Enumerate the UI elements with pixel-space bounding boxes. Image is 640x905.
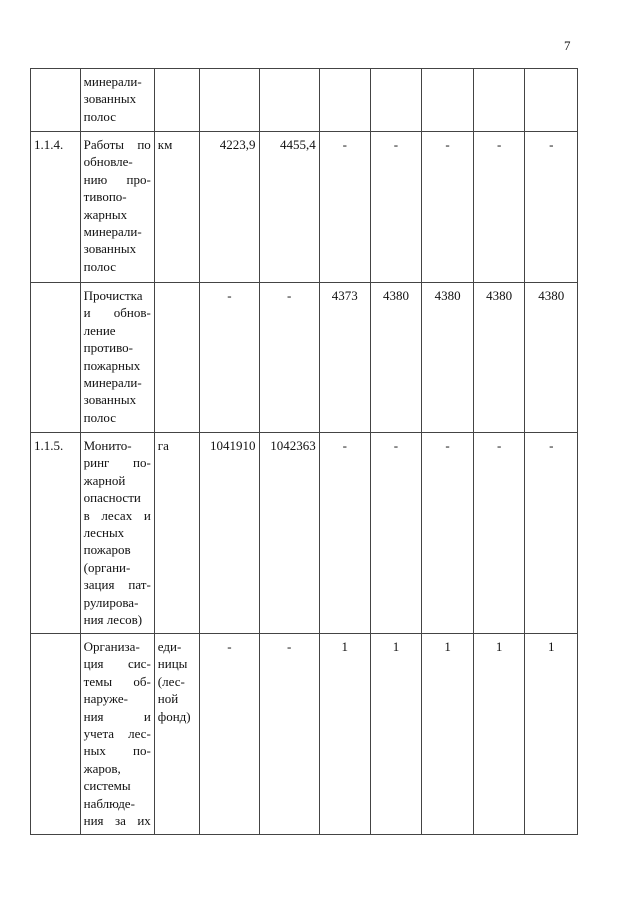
value-cell: 4380 [525, 283, 578, 433]
value-cell: 1 [422, 634, 474, 835]
unit-line: фонд) [157, 708, 191, 724]
description-line: минерали- [83, 375, 142, 391]
row-description [80, 634, 154, 835]
value-cell [525, 69, 578, 132]
value-cell: - [319, 132, 370, 283]
value-cell: 1042363 [259, 433, 319, 634]
row-code: 1.1.4. [31, 132, 81, 283]
table-row [31, 283, 640, 433]
value-cell: - [200, 283, 259, 433]
description-line: нию про- [83, 171, 151, 187]
table-row [31, 132, 640, 283]
value-cell: 1 [319, 634, 370, 835]
value-cell: - [525, 132, 578, 283]
value-cell [200, 69, 259, 132]
description-line: минерали- [83, 224, 142, 240]
row-description [80, 433, 154, 634]
description-line: системы [83, 778, 131, 794]
value-cell: - [422, 132, 474, 283]
description-line: жаров, [83, 760, 121, 776]
description-line: Организа- [83, 639, 140, 654]
row-unit [154, 69, 199, 132]
description-line: тивопо- [83, 189, 127, 205]
value-cell: - [259, 634, 319, 835]
value-cell: 4380 [422, 283, 474, 433]
row-unit [154, 283, 199, 433]
value-cell: - [319, 433, 370, 634]
description-line: учета лес- [83, 726, 151, 742]
description-line: зованных [83, 241, 137, 257]
description-line: (органи- [83, 559, 131, 575]
description-line: зация пат- [83, 577, 151, 593]
row-unit [154, 433, 199, 634]
value-cell: 4380 [370, 283, 421, 433]
description-line: полос [83, 258, 117, 274]
row-unit [154, 634, 199, 835]
description-line: и обнов- [83, 305, 151, 321]
row-description [80, 132, 154, 283]
description-line: темы об- [83, 673, 151, 689]
value-cell: - [370, 132, 421, 283]
description-line: ринг по- [83, 455, 151, 471]
description-line: зованных [83, 392, 137, 408]
page-number: 7 [564, 38, 571, 53]
unit-line: км [157, 137, 173, 152]
value-cell: 1 [474, 634, 525, 835]
description-line: опасности [83, 490, 141, 506]
description-line: жарных [83, 206, 128, 222]
description-line: лесных [83, 525, 125, 541]
description-line: ния лесов) [83, 612, 143, 628]
description-line: наблюде- [83, 795, 135, 811]
value-cell: - [525, 433, 578, 634]
value-cell: - [259, 283, 319, 433]
description-line: в лесах и [83, 507, 151, 523]
value-cell: 4455,4 [259, 132, 319, 283]
row-code [31, 634, 81, 835]
value-cell [422, 69, 474, 132]
description-line: Монито- [83, 438, 132, 453]
row-code [31, 69, 81, 132]
value-cell: 1041910 [200, 433, 259, 634]
description-line: Работы по [83, 137, 151, 152]
table-row [31, 634, 640, 835]
value-cell: 4223,9 [200, 132, 259, 283]
value-cell: - [422, 433, 474, 634]
value-cell: - [474, 132, 525, 283]
description-line: жарной [83, 472, 126, 488]
row-code [31, 283, 81, 433]
value-cell [319, 69, 370, 132]
description-line: ных по- [83, 743, 151, 759]
data-table [30, 68, 640, 835]
description-line: ция сис- [83, 656, 151, 672]
table-row [31, 433, 640, 634]
description-line: полос [83, 108, 117, 124]
unit-line: ной [157, 691, 179, 707]
unit-line: га [157, 438, 169, 453]
description-line: ния за их [83, 813, 151, 829]
value-cell [474, 69, 525, 132]
value-cell: - [474, 433, 525, 634]
description-line: ния и [83, 708, 151, 724]
unit-line: еди- [157, 639, 182, 654]
unit-line: ницы [157, 656, 188, 672]
description-line: минерали- [83, 74, 142, 89]
value-cell: 4380 [474, 283, 525, 433]
table-row [31, 69, 640, 132]
unit-line: (лес- [157, 673, 185, 689]
value-cell [259, 69, 319, 132]
description-line: обновле- [83, 154, 133, 170]
description-line: пожарных [83, 357, 141, 373]
description-line: противо- [83, 340, 133, 356]
description-line: пожаров [83, 542, 131, 558]
value-cell: 4373 [319, 283, 370, 433]
row-description [80, 283, 154, 433]
description-line: ление [83, 322, 116, 338]
row-code: 1.1.5. [31, 433, 81, 634]
value-cell: - [200, 634, 259, 835]
value-cell: 1 [525, 634, 578, 835]
description-line: полос [83, 409, 117, 425]
description-line: рулирова- [83, 594, 139, 610]
description-line: зованных [83, 91, 137, 107]
row-unit [154, 132, 199, 283]
value-cell [370, 69, 421, 132]
row-description [80, 69, 154, 132]
description-line: наруже- [83, 691, 128, 707]
value-cell: 1 [370, 634, 421, 835]
description-line: Прочистка [83, 288, 143, 303]
value-cell: - [370, 433, 421, 634]
